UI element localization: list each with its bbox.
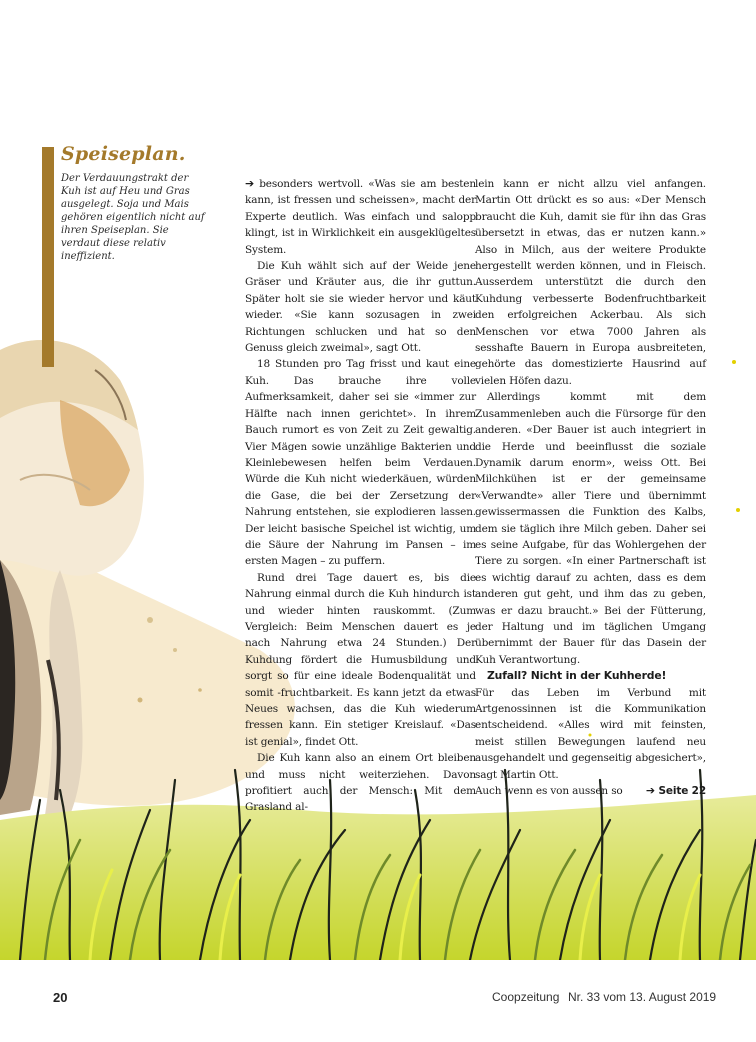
column2-subhead: Zufall? Nicht in der Kuhherde! bbox=[487, 669, 667, 683]
continue-page-label: Seite 22 bbox=[658, 785, 706, 798]
sidebar-title: Speiseplan. bbox=[61, 143, 186, 165]
column1-paragraph-3: 18 Stunden pro Tag frisst und kaut eine Kuh. Das brauche ihre volle Aufmerksamkeit, daher sei sie «immer zur Hälfte nach innen gerichtet». In ihrem Bauch rumort es von Zeit zu Zeit gewaltig. Vier Mägen sowie unzählige Bakterien und Kleinlebewesen helfen beim Verdauen. Würde die Kuh nicht wiederkäuen, würden die Gase, die bei der Zersetzung der Nahrung entstehen, sie explodieren lassen. Der leicht basische Speichel ist wichtig, um die Säure der Nahrung im Pansen – im ersten Magen – zu puffern. bbox=[245, 358, 476, 568]
column1-paragraph-1-text: besonders wertvoll. «Was sie am besten kann, ist fressen und scheissen», macht der Experte deutlich. Was einfach und salopp klingt, ist in Wirklichkeit ein ausgeklügeltes System. bbox=[245, 178, 476, 256]
column1-paragraph-2: Die Kuh wählt sich auf der Weide jene Gräser und Kräuter aus, die ihr guttun. Später holt sie sie wieder hervor und käut wieder. «Sie kann sozusagen in zwei Richtungen schlucken und hat so den Genuss gleich zweimal», sagt Ott. bbox=[245, 260, 476, 355]
sidebar-accent-bar bbox=[42, 147, 54, 367]
issue-info: Nr. 33 vom 13. August 2019 bbox=[568, 990, 717, 1004]
column2-paragraph-2: Allerdings kommt mit dem Zusammenleben auch die Fürsorge für den anderen. «Der Bauer ist auch integriert in die Herde und beeinflusst die soziale Dynamik darum enorm», weiss Ott. Bei Milchkühen ist er der gemeinsame «Verwandte» aller Tiere und übernimmt gewissermassen die Funktion des Kalbs, dem sie täglich ihre Milch geben. Daher sei es seine Aufgabe, für das Wohlergehen der Tiere zu sorgen. «In einer Partnerschaft ist es wichtig darauf zu achten, dass es dem anderen gut geht, und ihm das zu geben, was er dazu braucht.» Bei der Fütterung, der Haltung und im täglichen Umgang übernimmt der Bauer für das Dasein der Kuh Verantwortung. bbox=[475, 391, 706, 666]
column1-paragraph-1 bbox=[245, 176, 476, 258]
column2-paragraph-1: lein kann er nicht allzu viel anfangen. Martin Ott drückt es so aus: «Der Mensch braucht die Kuh, damit sie für ihn das Gras übersetzt in etwas, das er nutzen kann.» Also in Milch, aus der weitere Produkte hergestellt werden können, und in Fleisch. Ausserdem unterstützt die durch den Kuhdung verbesserte Bodenfruchtbarkeit den erfolgreichen Ackerbau. Als sich Menschen vor etwa 7000 Jahren als sesshafte Bauern in Europa ausbreiteten, gehörte das domestizierte Hausrind auf vielen Höfen dazu. bbox=[475, 178, 706, 387]
column2-paragraph-3: Für das Leben im Verbund mit Artgenossinnen ist die Kommunikation entscheidend. «Alles wird mit feinsten, meist stillen Bewegungen laufend neu ausgehandelt und gegenseitig abgesichert», sagt Martin Ott. bbox=[475, 686, 706, 781]
continue-reference bbox=[646, 783, 706, 799]
column1-paragraph-4: Rund drei Tage dauert es, bis die Nahrung einmal durch die Kuh hindurch ist und wieder hinten rauskommt. (Zum Vergleich: Beim Menschen dauert es je nach Nahrung etwa 24 Stunden.) Der Kuhdung fördert die Humusbildung und sorgt so für eine ideale Bodenqualität und somit -fruchtbarkeit. Es kann jetzt da etwas Neues wachsen, das die Kuh wiederum fressen kann. Ein stetiger Kreislauf. «Das ist genial», findet Ott. bbox=[245, 571, 476, 748]
article-column-1 bbox=[245, 176, 476, 816]
article-column-2 bbox=[475, 176, 706, 799]
arrow-right-icon: ➔ bbox=[645, 784, 655, 798]
arrow-right-icon: ➔ bbox=[245, 177, 255, 190]
column2-last-line: Auch wenn es von aussen so bbox=[475, 785, 623, 798]
sidebar-text: Der Verdauungstrakt der Kuh ist auf Heu und Gras ausgelegt. Soja und Mais gehören eigentlich nicht auf ihren Speiseplan. Sie verdaut diese relativ ineffizient. bbox=[61, 173, 205, 262]
magazine-name: Coopzeitung bbox=[492, 990, 560, 1004]
column1-paragraph-5: Die Kuh kann also an einem Ort bleiben und muss nicht weiterziehen. Davon profitiert auch der Mensch: Mit dem Grasland al- bbox=[245, 752, 476, 814]
page-number: 20 bbox=[53, 990, 68, 1005]
continuation-row bbox=[475, 783, 706, 799]
